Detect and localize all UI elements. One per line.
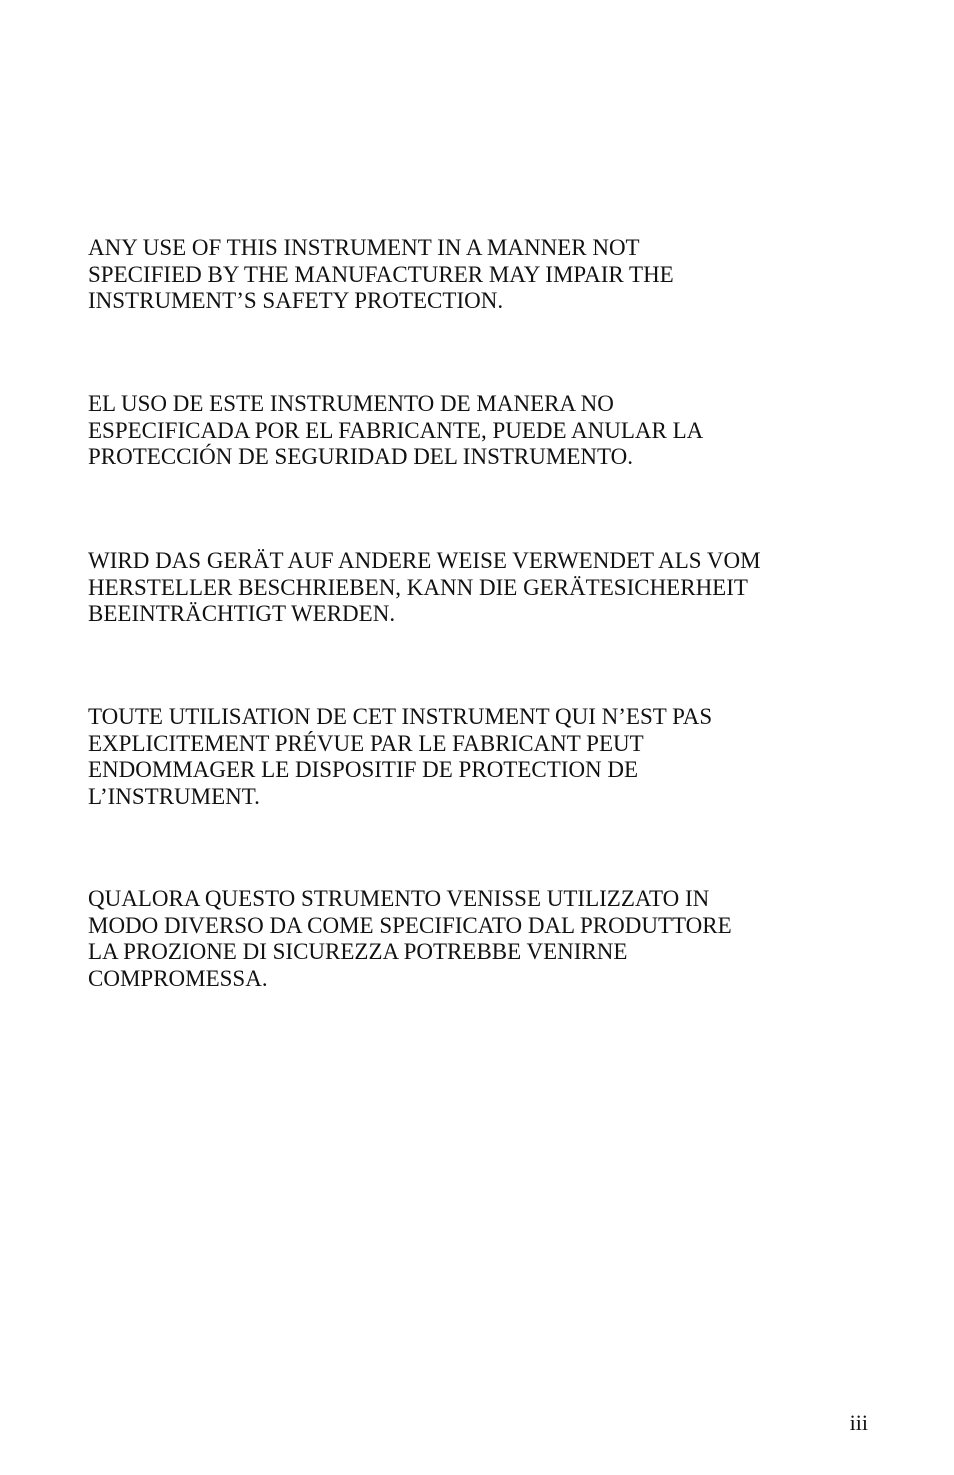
warning-line: LA PROZIONE DI SICUREZZA POTREBBE VENIRNE [88, 939, 628, 964]
warning-italian [88, 886, 878, 992]
warning-line: ENDOMMAGER LE DISPOSITIF DE PROTECTION DE [88, 757, 639, 782]
warning-line: L’INSTRUMENT. [88, 783, 260, 809]
warning-line: ESPECIFICADA POR EL FABRICANTE, PUEDE ANULAR LA [88, 417, 704, 443]
warning-line: INSTRUMENT’S SAFETY PROTECTION. [88, 288, 504, 313]
warning-line: ANY USE OF THIS INSTRUMENT IN A MANNER NOT [88, 235, 640, 260]
warning-english [88, 235, 878, 315]
warning-line: EXPLICITEMENT PRÉVUE PAR LE FABRICANT PEUT [88, 730, 644, 756]
warning-german [88, 548, 878, 628]
warning-line: SPECIFIED BY THE MANUFACTURER MAY IMPAIR THE [88, 261, 674, 287]
warning-line: BEEINTRÄCHTIGT WERDEN. [88, 601, 396, 626]
page-number: iii [849, 1410, 868, 1435]
warning-line: EL USO DE ESTE INSTRUMENTO DE MANERA NO [88, 391, 614, 416]
warning-line: WIRD DAS GERÄT AUF ANDERE WEISE VERWENDET ALS VOM [88, 548, 761, 573]
warning-line: HERSTELLER BESCHRIEBEN, KANN DIE GERÄTESICHERHEIT [88, 574, 748, 600]
warning-line: MODO DIVERSO DA COME SPECIFICATO DAL PRODUTTORE [88, 912, 732, 938]
warning-line: COMPROMESSA. [88, 965, 268, 991]
warning-line: QUALORA QUESTO STRUMENTO VENISSE UTILIZZATO IN [88, 886, 710, 911]
warning-spanish [88, 391, 878, 471]
warning-line: PROTECCIÓN DE SEGURIDAD DEL INSTRUMENTO. [88, 444, 633, 469]
warning-french [88, 704, 878, 810]
warning-line: TOUTE UTILISATION DE CET INSTRUMENT QUI N’EST PAS [88, 704, 713, 729]
